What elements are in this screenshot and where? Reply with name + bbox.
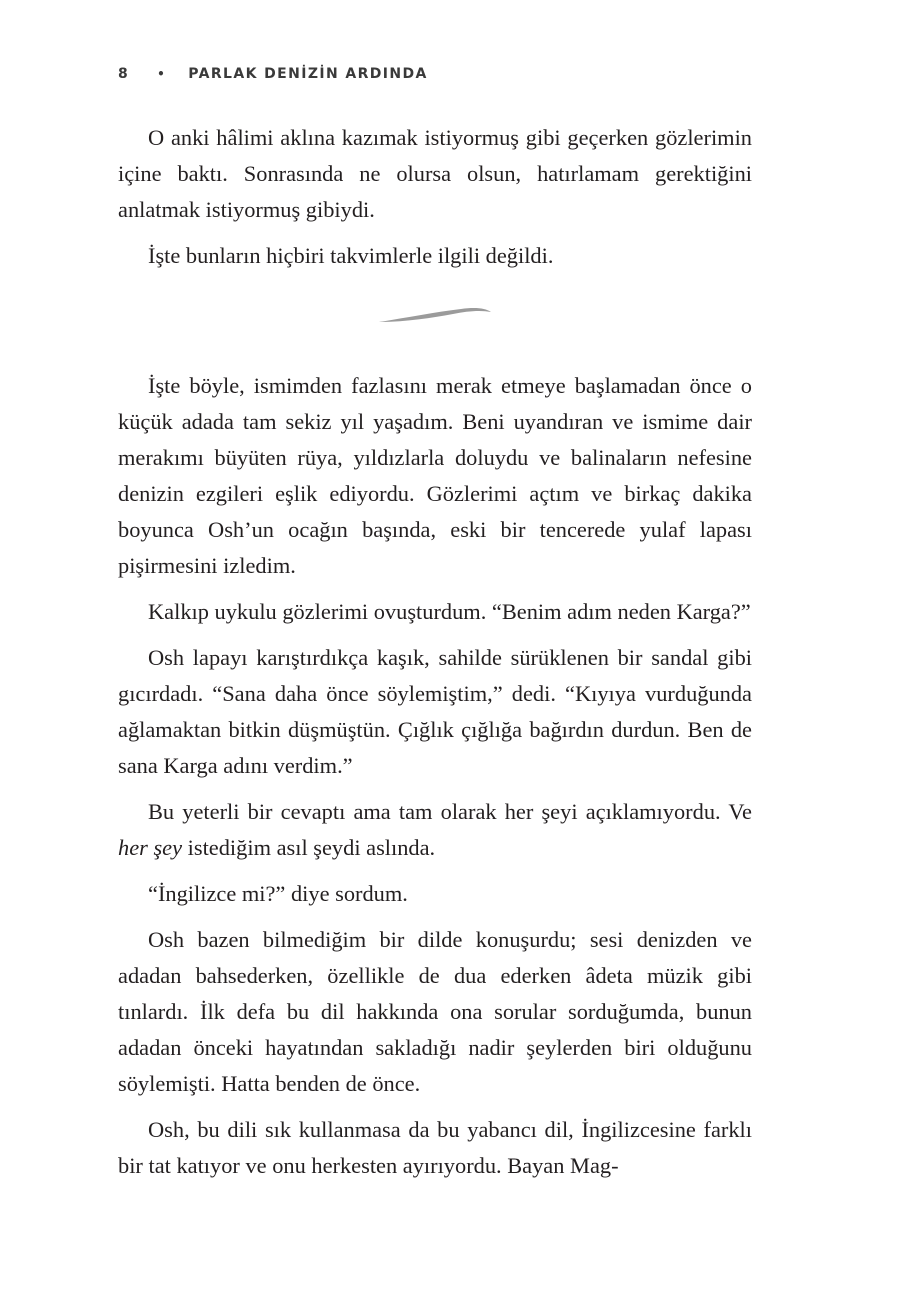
header-separator: • (157, 67, 167, 81)
paragraph: Kalkıp uykulu gözlerimi ovuşturdum. “Benim adım neden Karga?” (148, 599, 751, 624)
running-header (118, 66, 428, 82)
italic-emphasis: her şey (118, 835, 183, 860)
paragraph: İşte böyle, ismimden fazlasını merak etmeye başlamadan önce o küçük adada tam sekiz yıl yaşadım. Beni uyandıran ve ismime dair merakımı büyüten rüya, yıldızlarla doluydu ve balinaların nefesine denizin ezgileri eşlik ediyordu. Gözlerimi açtım ve birkaç dakika boyunca Osh’un ocağın başında, eski bir tencerede yulaf lapası pişirmesini izledim. (118, 373, 752, 578)
book-title: PARLAK DENİZİN ARDINDA (188, 66, 428, 82)
text-run: Bu yeterli bir cevaptı ama tam olarak her şeyi açıklamıyordu. Ve (148, 799, 752, 824)
paragraph: Osh bazen bilmediğim bir dilde konuşurdu; sesi denizden ve adadan bahsederken, özellikle de dua ederken âdeta müzik gibi tınlardı. İlk defa bu dil hakkında ona sorular sorduğumda, bunun adadan önceki hayatından sakladığı nadir şeylerden biri olduğunu söylemişti. Hatta benden de önce. (118, 927, 752, 1096)
paragraph: O anki hâlimi aklına kazımak istiyormuş gibi geçerken gözlerimin içine baktı. Sonrasında ne olursa olsun, hatırlamam gerektiğini anlatmak istiyormuş gibiydi. (118, 125, 752, 222)
paragraph: Osh lapayı karıştırdıkça kaşık, sahilde sürüklenen bir sandal gibi gıcırdadı. “Sana daha önce söylemiştim,” dedi. “Kıyıya vurduğunda ağlamaktan bitkin düşmüştün. Çığlık çığlığa bağırdın durdun. Ben de sana Karga adını verdim.” (118, 645, 752, 778)
page-number: 8 (118, 66, 130, 82)
paragraph: Osh, bu dili sık kullanmasa da bu yabancı dil, İngilizcesine farklı bir tat katıyor ve onu herkesten ayırıyordu. Bayan Mag- (118, 1117, 752, 1178)
swash-ornament-icon (375, 300, 495, 330)
section-one-text (118, 120, 752, 284)
paragraph: İşte bunların hiçbiri takvimlerle ilgili değildi. (148, 243, 554, 268)
paragraph (118, 794, 752, 866)
text-run: istediğim asıl şeydi aslında. (182, 835, 436, 860)
paragraph: “İngilizce mi?” diye sordum. (148, 881, 408, 906)
section-two-text (118, 368, 752, 1194)
